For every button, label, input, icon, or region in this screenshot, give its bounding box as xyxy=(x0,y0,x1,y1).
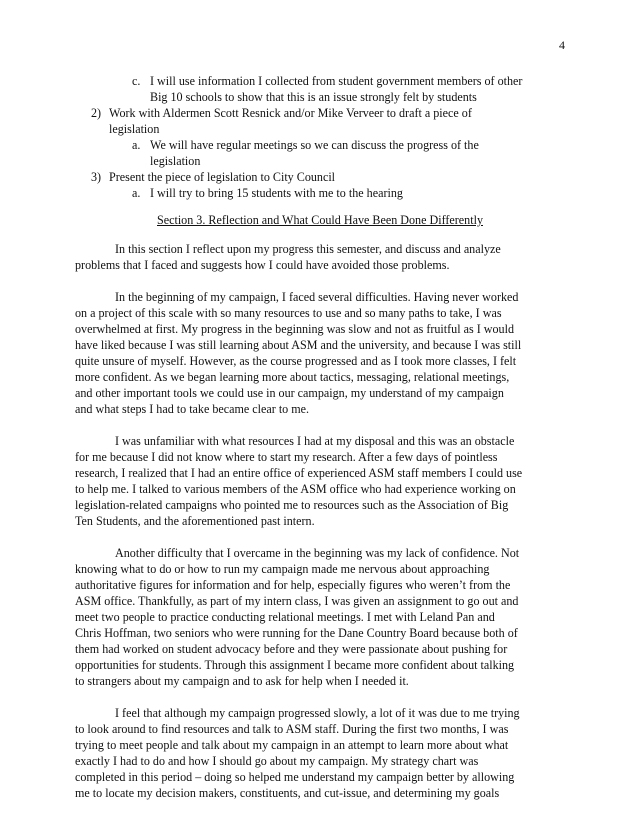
text-line: them had worked on student advocacy before and they were passionate about pushing for xyxy=(75,642,508,656)
text-line: In this section I reflect upon my progress this semester, and discuss and analyze xyxy=(115,242,501,256)
list-item-line: I will use information I collected from student government members of other xyxy=(150,74,523,88)
text-line: problems that I faced and suggests how I could have avoided those problems. xyxy=(75,258,450,272)
list-item xyxy=(75,137,565,169)
list-item xyxy=(75,185,565,201)
text-line: exactly I had to do and how I should go about my campaign. My strategy chart was xyxy=(75,754,479,768)
list-item-line: legislation xyxy=(150,154,201,168)
text-line: In the beginning of my campaign, I faced several difficulties. Having never worked xyxy=(115,290,519,304)
list-item-line: Big 10 schools to show that this is an issue strongly felt by students xyxy=(150,90,477,104)
text-line: me to locate my decision makers, constituents, and cut-issue, and determining my goals xyxy=(75,786,500,800)
paragraph xyxy=(75,705,565,801)
text-line: and what steps I had to take became clear to me. xyxy=(75,402,310,416)
body-text xyxy=(75,241,565,801)
page-content xyxy=(75,73,565,817)
list-marker: c. xyxy=(132,74,141,88)
list-marker: a. xyxy=(132,186,141,200)
text-line: opportunities for students. Through this assignment I became more confident about talking xyxy=(75,658,515,672)
text-line: have liked because I was still learning about ASM and the university, and because I was still xyxy=(75,338,522,352)
list-item-line: Work with Aldermen Scott Resnick and/or Mike Verveer to draft a piece of xyxy=(109,106,472,120)
text-line: I was unfamiliar with what resources I had at my disposal and this was an obstacle xyxy=(115,434,515,448)
text-line: on a project of this scale with so many resources to use and so many paths to take, I was xyxy=(75,306,502,320)
text-line: to look around to find resources and talk to ASM staff. During the first two months, I was xyxy=(75,722,509,736)
page-number: 4 xyxy=(559,38,565,52)
text-line: Ten Students, and the aforementioned past intern. xyxy=(75,514,315,528)
list-item xyxy=(75,105,565,137)
text-line: Another difficulty that I overcame in the beginning was my lack of confidence. Not xyxy=(115,546,520,560)
text-line: I feel that although my campaign progressed slowly, a lot of it was due to me trying xyxy=(115,706,520,720)
text-line: Chris Hoffman, two seniors who were running for the Dane Country Board because both of xyxy=(75,626,518,640)
text-line: authoritative figures for information and for help, especially figures who weren’t from the xyxy=(75,578,511,592)
text-line: meet two people to practice conducting relational meetings. I met with Leland Pan and xyxy=(75,610,495,624)
text-line: completed in this period – doing so helped me understand my campaign better by allowing xyxy=(75,770,515,784)
action-list xyxy=(75,73,565,201)
section-heading: Section 3. Reflection and What Could Have Been Done Differently xyxy=(157,213,483,227)
paragraph xyxy=(75,241,565,273)
paragraph xyxy=(75,289,565,417)
text-line: quite unsure of myself. However, as the course progressed and as I took more classes, I felt xyxy=(75,354,517,368)
list-marker: 3) xyxy=(91,170,102,184)
list-item-line: Present the piece of legislation to City Council xyxy=(109,170,336,184)
list-item-line: We will have regular meetings so we can discuss the progress of the xyxy=(150,138,479,152)
list-item-line: legislation xyxy=(109,122,160,136)
text-line: for me because I did not know where to start my research. After a few days of pointless xyxy=(75,450,498,464)
list-item xyxy=(75,73,565,105)
text-line: overwhelmed at first. My progress in the beginning was slow and not as fruitful as I would xyxy=(75,322,514,336)
text-line: to strangers about my campaign and to ask for help when I needed it. xyxy=(75,674,409,688)
text-line: research, I realized that I had an entire office of experienced ASM staff members I could use xyxy=(75,466,523,480)
list-item xyxy=(75,169,565,185)
text-line: ASM office. Thankfully, as part of my intern class, I was given an assignment to go out and xyxy=(75,594,519,608)
text-line: and other important tools we could use in our campaign, my understand of my campaign xyxy=(75,386,504,400)
paragraph xyxy=(75,545,565,689)
text-line: legislation-related campaigns who pointed me to resources such as the Association of Big xyxy=(75,498,509,512)
list-marker: a. xyxy=(132,138,141,152)
text-line: trying to meet people and talk about my campaign in an attempt to learn more about what xyxy=(75,738,509,752)
text-line: more confident. As we began learning more about tactics, messaging, relational meetings, xyxy=(75,370,510,384)
text-line: to help me. I talked to various members of the ASM office who had experience working on xyxy=(75,482,516,496)
text-line: knowing what to do or how to run my campaign made me nervous about approaching xyxy=(75,562,490,576)
paragraph xyxy=(75,433,565,529)
list-item-line: I will try to bring 15 students with me to the hearing xyxy=(150,186,403,200)
list-marker: 2) xyxy=(91,106,102,120)
